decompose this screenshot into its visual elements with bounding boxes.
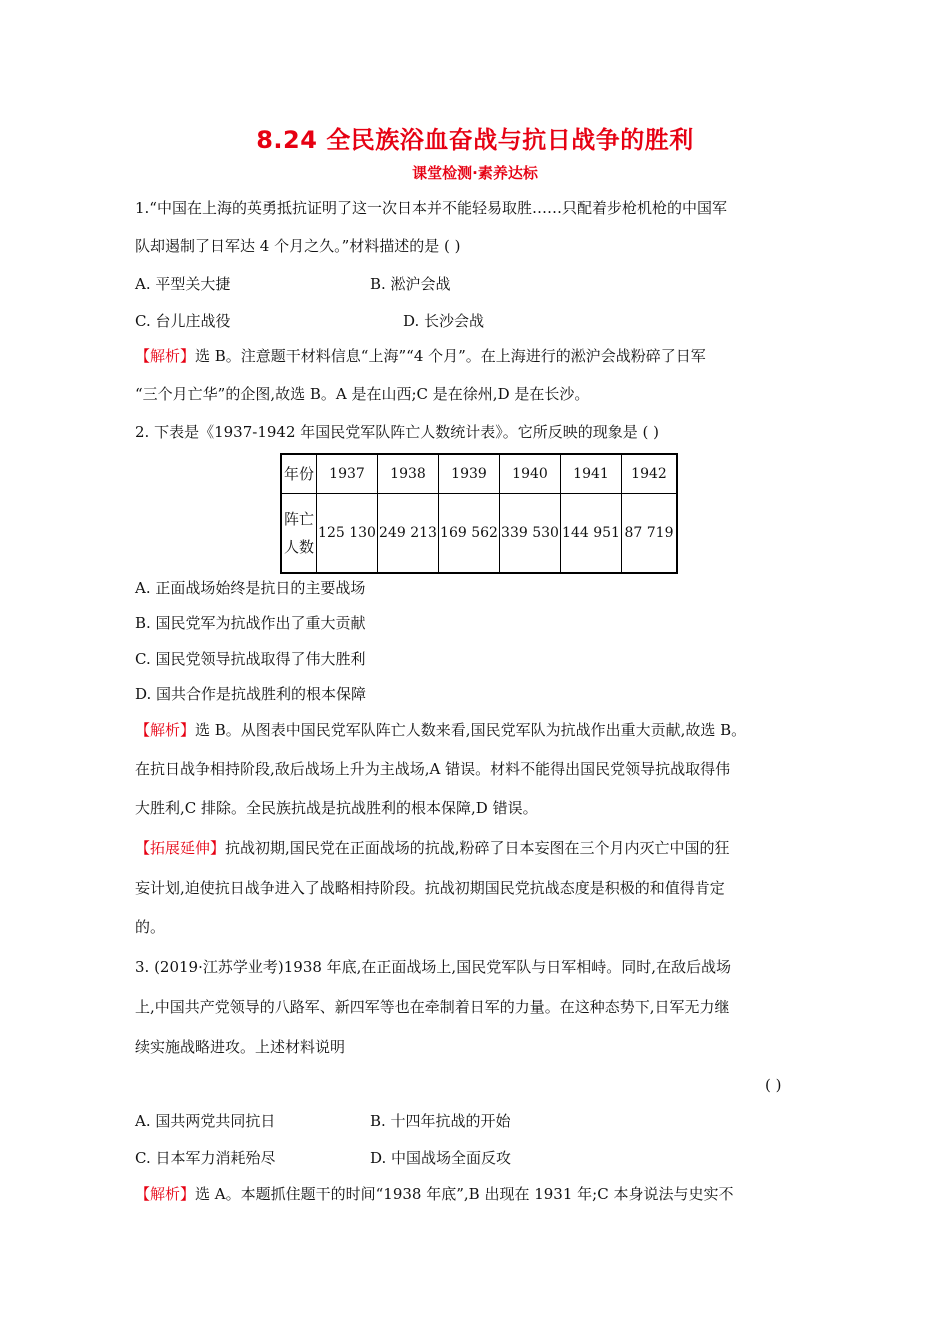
- section-subtitle: 课堂检测·素养达标: [412, 164, 538, 182]
- q1-option-a: A. 平型关大捷: [135, 275, 231, 293]
- q2-analysis-line3: 大胜利,C 排除。全民族抗战是抗战胜利的根本保障,D 错误。: [135, 799, 538, 817]
- table-header-year-label: 年份: [281, 454, 317, 494]
- q2-analysis-line1: [135, 720, 815, 740]
- table-value-cell: 87 719: [622, 494, 678, 574]
- q2-analysis-line2: 在抗日战争相持阶段,敌后战场上升为主战场,A 错误。材料不能得出国民党领导抗战取得伟: [135, 760, 731, 778]
- q2-extension-line1: [135, 838, 815, 858]
- table-row-label-part1: 阵亡: [283, 510, 314, 528]
- table-year-cell: 1942: [622, 454, 678, 494]
- table-value-cell: 249 213: [378, 494, 439, 574]
- casualty-table: [280, 453, 678, 574]
- q1-stem-line2: 队却遏制了日军达 4 个月之久。”材料描述的是 ( ): [135, 237, 461, 255]
- q1-stem-line1: 1.“中国在上海的英勇抵抗证明了这一次日本并不能轻易取胜……只配着步枪机枪的中国军: [135, 199, 727, 217]
- q2-extension-line2: 妄计划,迫使抗日战争进入了战略相持阶段。抗战初期国民党抗战态度是积极的和值得肯定: [135, 879, 725, 897]
- q2-option-c: C. 国民党领导抗战取得了伟大胜利: [135, 650, 366, 668]
- q3-analysis-tag: 【解析】: [135, 1185, 196, 1203]
- q1-option-b: B. 淞沪会战: [370, 275, 451, 293]
- table-year-cell: 1938: [378, 454, 439, 494]
- q3-stem-line1: 3. (2019·江苏学业考)1938 年底,在正面战场上,国民党军队与日军相峙。同时,在敌后战场: [135, 958, 731, 976]
- q2-extension-text: 抗战初期,国民党在正面战场的抗战,粉碎了日本妄图在三个月内灭亡中国的狂: [225, 839, 730, 857]
- table-value-cell: 144 951: [561, 494, 622, 574]
- table-value-cell: 339 530: [500, 494, 561, 574]
- q3-option-c: C. 日本军力消耗殆尽: [135, 1149, 276, 1167]
- table-year-cell: 1940: [500, 454, 561, 494]
- page-title: 8.24 全民族浴血奋战与抗日战争的胜利: [256, 126, 694, 154]
- q1-analysis-line1: [135, 346, 815, 366]
- table-row-label-part2: 人数: [283, 538, 314, 556]
- table-row: [281, 494, 677, 574]
- table-year-cell: 1937: [317, 454, 378, 494]
- q2-analysis-text: 选 B。从图表中国民党军队阵亡人数来看,国民党军队为抗战作出重大贡献,故选 B。: [195, 721, 747, 739]
- table-year-cell: 1941: [561, 454, 622, 494]
- q3-option-d: D. 中国战场全面反攻: [370, 1149, 512, 1167]
- q1-analysis-tag: 【解析】: [135, 347, 196, 365]
- q3-option-b: B. 十四年抗战的开始: [370, 1112, 511, 1130]
- q2-option-b: B. 国民党军为抗战作出了重大贡献: [135, 614, 366, 632]
- q1-analysis-line2: “三个月亡华”的企图,故选 B。A 是在山西;C 是在徐州,D 是在长沙。: [135, 385, 590, 403]
- q3-analysis-line1: [135, 1184, 815, 1204]
- q1-option-c: C. 台儿庄战役: [135, 312, 231, 330]
- q2-extension-tag: 【拓展延伸】: [135, 839, 226, 857]
- q3-stem-line2: 上,中国共产党领导的八路军、新四军等也在牵制着日军的力量。在这种态势下,日军无力继: [135, 998, 730, 1016]
- table-row: [281, 454, 677, 494]
- table-value-cell: 125 130: [317, 494, 378, 574]
- q3-analysis-text: 选 A。本题抓住题干的时间“1938 年底”,B 出现在 1931 年;C 本身说法与史实不: [195, 1185, 734, 1203]
- q1-analysis-text: 选 B。注意题干材料信息“上海”“4 个月”。在上海进行的淞沪会战粉碎了日军: [195, 347, 706, 365]
- q3-answer-bracket: ( ): [765, 1076, 782, 1094]
- q3-stem-line3: 续实施战略进攻。上述材料说明: [135, 1038, 346, 1056]
- table-value-cell: 169 562: [439, 494, 500, 574]
- q2-stem-line1: 2. 下表是《1937-1942 年国民党军队阵亡人数统计表》。它所反映的现象是 ( ): [135, 423, 660, 441]
- table-row-label: [281, 494, 317, 574]
- q2-option-a: A. 正面战场始终是抗日的主要战场: [135, 579, 366, 597]
- table-year-cell: 1939: [439, 454, 500, 494]
- q1-option-d: D. 长沙会战: [403, 312, 485, 330]
- q2-extension-line3: 的。: [135, 918, 166, 936]
- q3-option-a: A. 国共两党共同抗日: [135, 1112, 276, 1130]
- q2-analysis-tag: 【解析】: [135, 721, 196, 739]
- q2-option-d: D. 国共合作是抗战胜利的根本保障: [135, 685, 367, 703]
